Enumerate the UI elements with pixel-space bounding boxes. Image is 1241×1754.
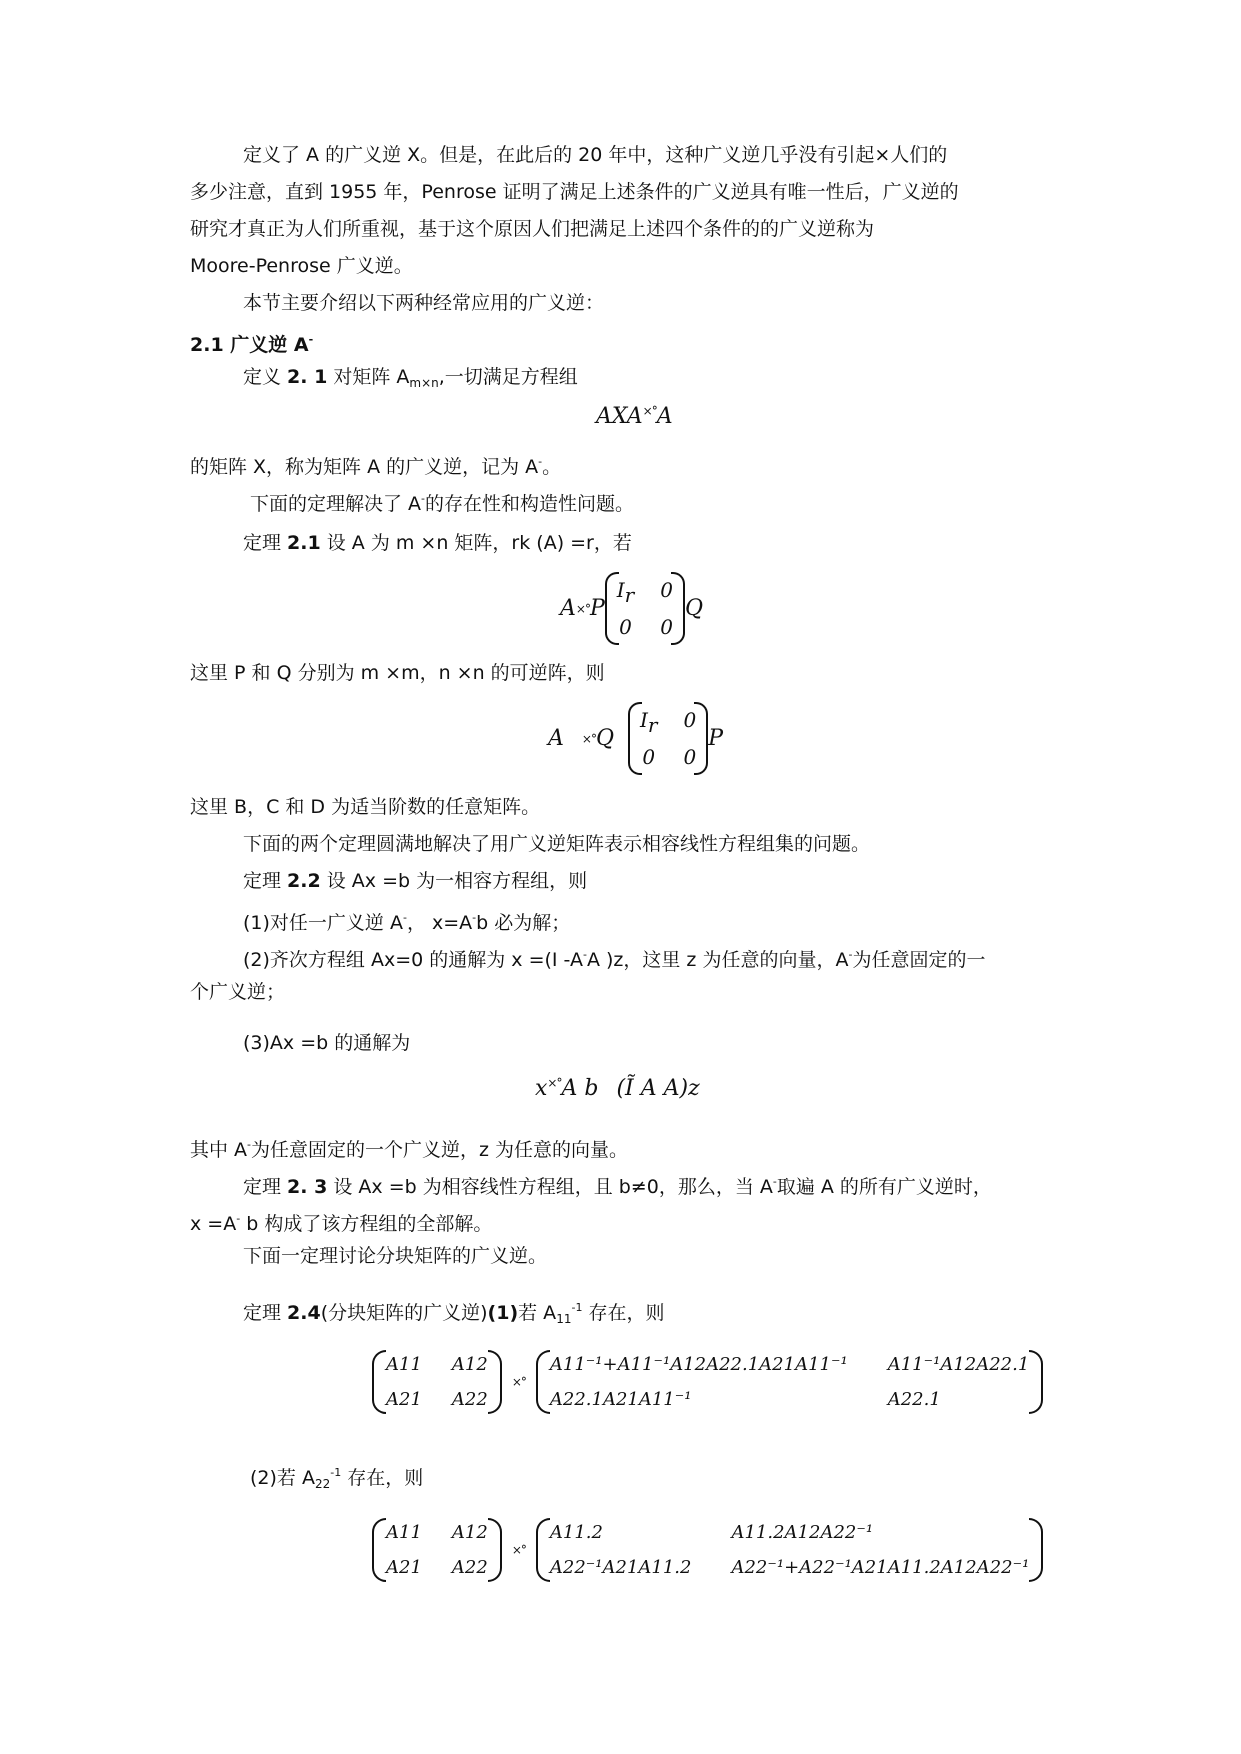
- matrix-cell: 0: [660, 578, 673, 602]
- matrix-cell: 0: [642, 745, 656, 769]
- eq-glyph: ×°: [511, 1543, 526, 1557]
- equation-block-inverse-2: [372, 1518, 1043, 1582]
- block-matrix: [605, 572, 685, 645]
- superscript: -: [236, 1212, 241, 1225]
- matrix-cell: A22.1A21A11⁻¹: [549, 1389, 692, 1410]
- def-text: 对矩阵 A: [327, 366, 410, 388]
- theorem-2-4: [243, 1293, 1050, 1334]
- equation-generalized-inverse: [548, 702, 723, 775]
- eq-rhs: (Ĩ A A)z: [616, 1076, 700, 1101]
- matrix-cell: A11.2A12A22⁻¹: [731, 1522, 874, 1543]
- matrix-cell: A22⁻¹A21A11.2: [549, 1557, 692, 1578]
- matrix-cell: A21: [386, 1389, 422, 1410]
- text: (2)齐次方程组 Ax=0 的通解为 x =(I -A: [243, 949, 583, 971]
- eq-glyph: ×°: [575, 601, 590, 616]
- thm-label: 定理: [243, 532, 288, 554]
- superscript: -1: [571, 1301, 583, 1314]
- eq-p: P: [589, 596, 605, 621]
- eq-rhs: A: [656, 404, 673, 429]
- paragraph-line: 下面的两个定理圆满地解决了用广义逆矩阵表示相容线性方程组集的问题。: [243, 833, 871, 855]
- thm-number: (1): [487, 1302, 519, 1324]
- superscript: -: [848, 948, 853, 961]
- thm-text: 设 Ax =b 为相容线性方程组，且 b≠0，那么，当 A: [327, 1176, 773, 1198]
- text: ， x=A: [406, 912, 473, 934]
- def-text: 的矩阵 X，称为矩阵 A 的广义逆，记为 A: [190, 456, 539, 478]
- subscript: m×n: [409, 376, 439, 390]
- text: 存在，则: [341, 1467, 424, 1489]
- lhs-block-matrix: [372, 1350, 502, 1414]
- text: (1)对任一广义逆 A: [243, 912, 403, 934]
- matrix-cell: A12: [451, 1354, 488, 1375]
- eq-lhs: x: [535, 1076, 548, 1101]
- matrix-cell: I: [640, 708, 648, 732]
- text: 为任意固定的一: [852, 949, 986, 971]
- matrix-cell: A12: [451, 1522, 488, 1543]
- theorem-2-3-cont: [190, 1204, 1050, 1239]
- text: (2)若 A: [250, 1467, 315, 1489]
- def-text: 。: [542, 456, 562, 478]
- section-heading: [190, 325, 1050, 360]
- equation-rank-decomposition: [560, 572, 703, 645]
- subscript: 22: [314, 1477, 331, 1491]
- paragraph-line: Moore-Penrose 广义逆。: [190, 255, 413, 277]
- thm-text: 存在，则: [582, 1302, 665, 1324]
- eq-glyph: ×°: [547, 1076, 562, 1090]
- text: b 构成了该方程组的全部解。: [240, 1213, 493, 1235]
- theorem-2-2-item-1: [243, 903, 1050, 938]
- theorem-2-1-note: 这里 B，C 和 D 为适当阶数的任意矩阵。: [190, 796, 541, 818]
- definition-2-1: [243, 362, 1050, 398]
- matrix-cell: 0: [683, 745, 697, 769]
- theorem-2-2-item-3: (3)Ax =b 的通解为: [243, 1032, 411, 1054]
- matrix-cell: 0: [619, 615, 632, 639]
- eq-lhs: AXA: [596, 404, 643, 429]
- matrix-cell: A22: [451, 1389, 488, 1410]
- superscript: -: [308, 333, 314, 346]
- matrix-cell: A22⁻¹+A22⁻¹A21A11.2A12A22⁻¹: [731, 1557, 1030, 1578]
- thm-number: 2.1: [287, 532, 321, 554]
- thm-text: 设 Ax =b 为一相容方程组，则: [320, 870, 588, 892]
- thm-text: 若 A: [518, 1302, 557, 1324]
- thm-number: 2. 3: [287, 1176, 328, 1198]
- theorem-2-3: [243, 1167, 1050, 1202]
- theorem-2-2-tail: [190, 1130, 1050, 1165]
- superscript: -: [247, 1138, 252, 1151]
- eq-q: Q: [684, 596, 704, 621]
- theorem-2-1-tail: 这里 P 和 Q 分别为 m ×m，n ×n 的可逆阵，则: [190, 662, 605, 684]
- eq-lhs: A: [548, 726, 564, 751]
- superscript: -1: [330, 1466, 342, 1479]
- thm-text: (分块矩阵的广义逆): [320, 1302, 488, 1324]
- theorem-2-1: [243, 528, 1050, 558]
- matrix-cell: A11: [386, 1354, 422, 1375]
- matrix-cell: A11⁻¹A12A22.1: [887, 1354, 1030, 1375]
- text: 其中 A: [190, 1139, 248, 1161]
- paragraph-line: 定义了 A 的广义逆 X。但是，在此后的 20 年中，这种广义逆几乎没有引起×人们的: [243, 144, 948, 166]
- eq-rhs: A b: [561, 1076, 599, 1101]
- theorem-intro-line: [250, 484, 1050, 519]
- equation-block-inverse-1: [372, 1350, 1043, 1414]
- subscript: r: [624, 583, 635, 607]
- thm-label: 定理: [243, 1176, 288, 1198]
- thm-text: 设 A 为 m ×n 矩阵，rk (A) =r，若: [320, 532, 632, 554]
- lhs-block-matrix: [372, 1518, 502, 1582]
- theorem-2-4-item-2: [250, 1458, 1110, 1499]
- definition-tail: [190, 447, 1050, 482]
- eq-glyph: ×°: [511, 1375, 526, 1389]
- paragraph-line: 研究才真正为人们所重视，基于这个原因人们把满足上述四个条件的的广义逆称为: [190, 218, 875, 240]
- subscript: r: [647, 713, 658, 737]
- def-label: 定义: [243, 366, 288, 388]
- text: x =A: [190, 1213, 237, 1235]
- eq-q: Q: [595, 726, 614, 751]
- matrix-cell: 0: [683, 708, 697, 732]
- superscript: -: [772, 1175, 777, 1188]
- thm-number: 2.2: [287, 870, 321, 892]
- paragraph-line: 本节主要介绍以下两种经常应用的广义逆：: [243, 292, 605, 314]
- text: 的存在性和构造性问题。: [425, 493, 635, 515]
- theorem-2-2: [243, 866, 1050, 896]
- text: 为任意固定的一个广义逆，z 为任意的向量。: [251, 1139, 629, 1161]
- superscript: -: [421, 492, 426, 505]
- rhs-block-matrix: [536, 1350, 1043, 1414]
- matrix-cell: I: [616, 578, 625, 602]
- eq-lhs: A: [560, 596, 576, 621]
- eq-glyph: ×°: [642, 404, 657, 418]
- text: b 必为解；: [476, 912, 571, 934]
- matrix-cell: A11: [386, 1522, 422, 1543]
- thm-label: 定理: [243, 870, 288, 892]
- section-title: 2.1 广义逆 A: [190, 334, 309, 356]
- theorem-2-2-item-2-cont: 个广义逆；: [190, 981, 286, 1003]
- superscript: -: [582, 948, 587, 961]
- matrix-cell: A22.1: [887, 1389, 941, 1410]
- equation-axa: [596, 404, 673, 429]
- def-number: 2. 1: [287, 366, 328, 388]
- matrix-cell: A22: [451, 1557, 488, 1578]
- superscript: -: [538, 455, 543, 468]
- rhs-block-matrix: [536, 1518, 1043, 1582]
- text: 下面的定理解决了 A: [250, 493, 422, 515]
- eq-p: P: [708, 726, 724, 751]
- paragraph-line: 下面一定理讨论分块矩阵的广义逆。: [243, 1245, 548, 1267]
- matrix-cell: A11.2: [549, 1522, 603, 1543]
- block-matrix: [628, 702, 708, 775]
- matrix-cell: A11⁻¹+A11⁻¹A12A22.1A21A11⁻¹: [549, 1354, 848, 1375]
- def-text: ,一切满足方程组: [438, 366, 578, 388]
- thm-label: 定理: [243, 1302, 288, 1324]
- text: A )z，这里 z 为任意的向量，A: [586, 949, 849, 971]
- thm-number: 2.4: [287, 1302, 321, 1324]
- theorem-2-2-item-2: [243, 940, 1050, 975]
- eq-glyph: ×°: [581, 731, 596, 746]
- matrix-cell: A21: [386, 1557, 422, 1578]
- paragraph-line: 多少注意，直到 1955 年，Penrose 证明了满足上述条件的广义逆具有唯一性后，广义逆的: [190, 181, 959, 203]
- thm-text: 取遍 A 的所有广义逆时，: [776, 1176, 992, 1198]
- superscript: -: [472, 911, 477, 924]
- subscript: 11: [556, 1312, 572, 1326]
- equation-general-solution: [535, 1076, 700, 1101]
- matrix-cell: 0: [660, 615, 673, 639]
- superscript: -: [402, 911, 407, 924]
